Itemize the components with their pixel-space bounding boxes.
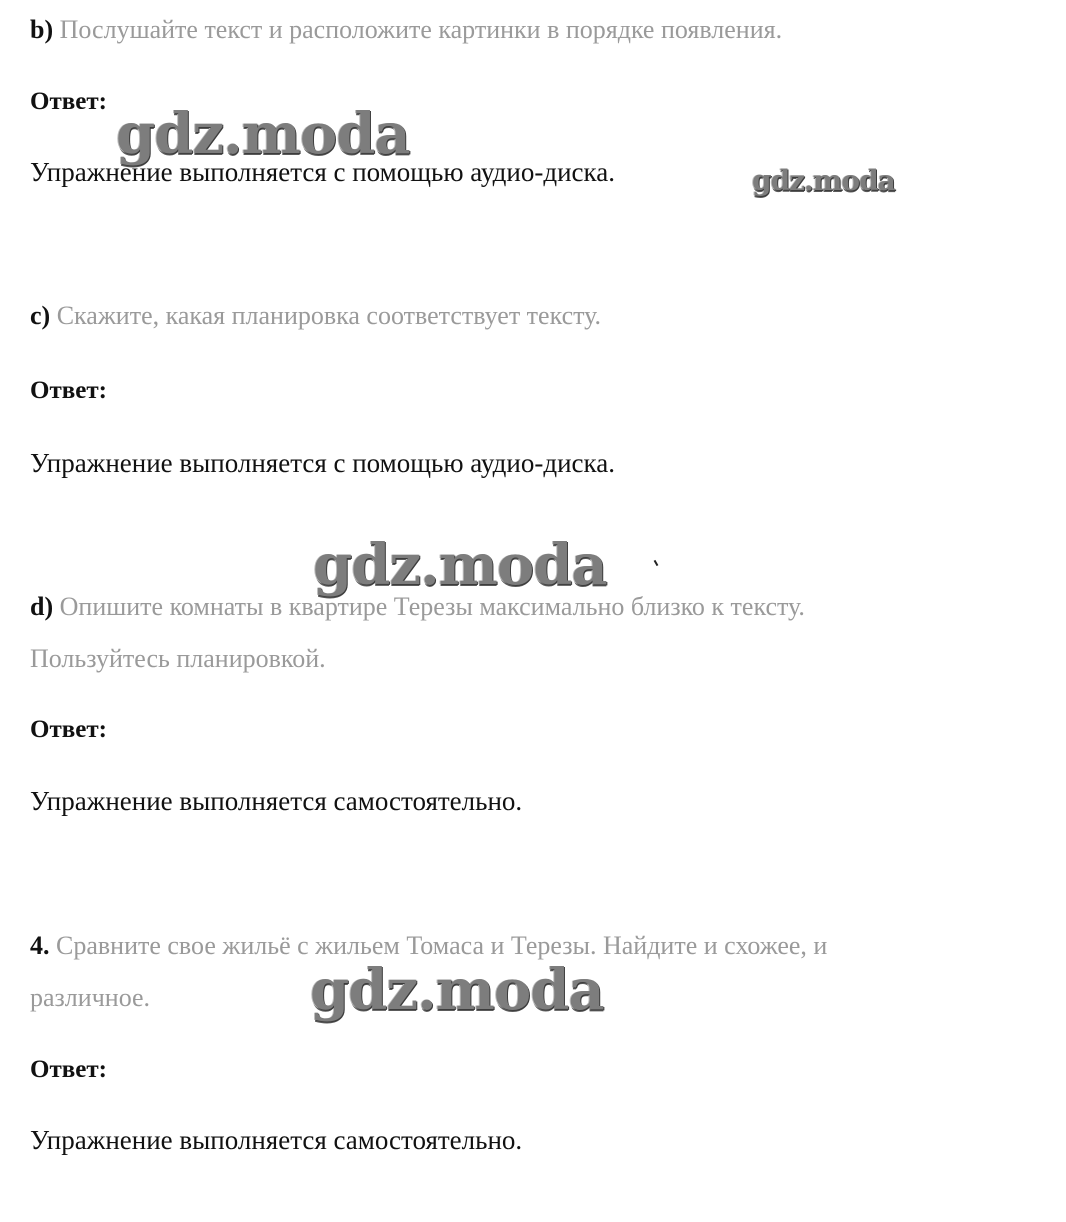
- section-4-prompt-text: Сравните свое жильё с жильем Томаса и Терезы. Найдите и схожее, и: [56, 931, 828, 960]
- section-b-number: b): [30, 15, 54, 44]
- section-4-answer-text: Упражнение выполняется самостоятельно.: [30, 1125, 523, 1155]
- section-b-prompt: [30, 15, 782, 45]
- section-b-answer-text: Упражнение выполняется с помощью аудио-диска.: [30, 157, 615, 187]
- section-4-prompt-line-2: [30, 983, 150, 1013]
- section-d-answer-label: Ответ:: [30, 716, 107, 743]
- section-d-prompt-text-2: Пользуйтесь планировкой.: [30, 644, 326, 673]
- watermark-logo: gdz.moda: [116, 101, 410, 167]
- watermark-logo: gdz.moda: [752, 164, 895, 197]
- section-d-answer-text: Упражнение выполняется самостоятельно.: [30, 786, 523, 816]
- section-4-prompt-text-2: различное.: [30, 983, 151, 1012]
- scan-speck: [654, 560, 659, 566]
- section-c-prompt: [30, 301, 601, 331]
- section-b-answer-label: Ответ:: [30, 88, 107, 115]
- section-4-answer-label: Ответ:: [30, 1056, 107, 1083]
- section-c-answer-label: Ответ:: [30, 377, 107, 404]
- section-c-prompt-text: Скажите, какая планировка соответствует тексту.: [56, 301, 602, 330]
- section-d-number: d): [30, 592, 54, 621]
- section-b-prompt-text: Послушайте текст и расположите картинки в порядке появления.: [59, 15, 783, 44]
- section-d-prompt-line-2: [30, 644, 326, 674]
- section-c-number: c): [30, 301, 51, 330]
- section-d-prompt-text: Опишите комнаты в квартире Терезы максимально близко к тексту.: [59, 592, 805, 621]
- section-c-answer-text: Упражнение выполняется с помощью аудио-диска.: [30, 448, 615, 478]
- watermark-logo: gdz.moda: [313, 532, 607, 598]
- watermark-logo: gdz.moda: [310, 957, 604, 1023]
- section-4-number: 4.: [30, 931, 50, 960]
